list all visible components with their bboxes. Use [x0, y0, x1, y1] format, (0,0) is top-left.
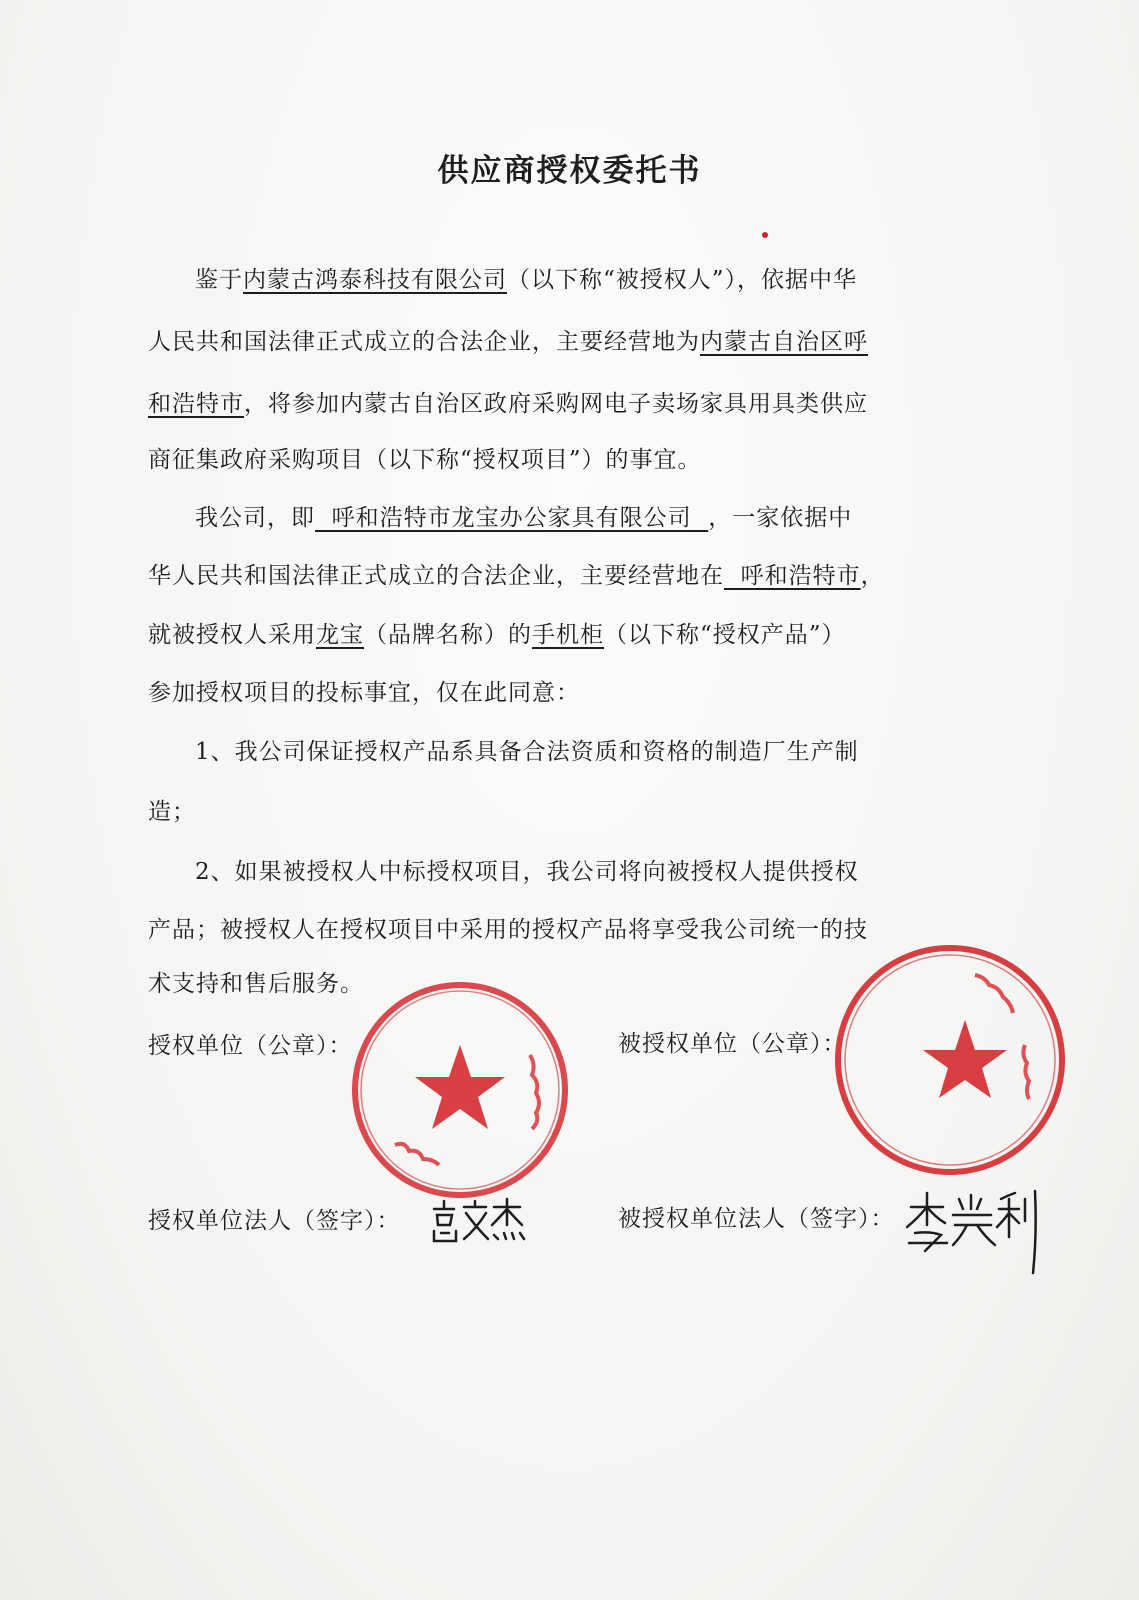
company-seal-left — [335, 975, 585, 1205]
business-location: 和浩特市 — [148, 391, 244, 417]
item1-line1: 1、我公司保证授权产品系具备合法资质和资格的制造厂生产制 — [195, 739, 859, 765]
company-seal-right — [825, 935, 1075, 1185]
para1-text: ，将参加内蒙古自治区政府采购网电子卖场家具用具类供应 — [244, 391, 868, 417]
para1-text: 人民共和国法律正式成立的合法企业，主要经营地为 — [148, 329, 700, 355]
para2-text: ，一家依据中 — [708, 505, 853, 531]
item2-line2: 产品；被授权人在授权项目中采用的授权产品将享受我公司统一的技 — [148, 917, 868, 943]
item2-line1: 2、如果被授权人中标授权项目，我公司将向被授权人提供授权 — [195, 859, 859, 885]
para2-text: （品牌名称）的 — [364, 622, 532, 648]
supplier-location: 呼和浩特市 — [724, 563, 861, 589]
para1-text: 鉴于 — [195, 267, 243, 293]
authorized-legal-person-label: 被授权单位法人（签字）： — [618, 1206, 895, 1232]
authorizer-signature — [428, 1195, 528, 1245]
document-title: 供应商授权委托书 — [437, 153, 702, 189]
para1-line1 — [195, 265, 995, 295]
authorized-seal-label: 被授权单位（公章）： — [618, 1031, 847, 1057]
para1-line3 — [148, 389, 948, 419]
para1-line2 — [148, 327, 948, 357]
para2-text: 华人民共和国法律正式成立的合法企业，主要经营地在 — [148, 563, 724, 589]
para2-line2 — [148, 561, 948, 591]
para2-line4: 参加授权项目的投标事宜，仅在此同意： — [148, 680, 580, 706]
para1-text: （以下称“被授权人”），依据中华 — [507, 267, 858, 293]
ink-dot — [762, 232, 768, 238]
para2-line1 — [195, 503, 995, 533]
authorizer-seal-label: 授权单位（公章）： — [148, 1033, 353, 1059]
authorized-company-name: 内蒙古鸿泰科技有限公司 — [243, 267, 507, 293]
authorized-signature — [903, 1185, 1043, 1280]
authorizer-legal-person-label: 授权单位法人（签字）： — [148, 1208, 401, 1234]
para2-text: 就被授权人采用 — [148, 622, 316, 648]
para2-text: （以下称“授权产品”） — [604, 622, 846, 648]
para2-line3 — [148, 620, 948, 650]
para2-text: 我公司，即 — [195, 505, 315, 531]
para2-text: ， — [860, 563, 885, 589]
para1-line4: 商征集政府采购项目（以下称“授权项目”）的事宜。 — [148, 447, 702, 473]
business-location: 内蒙古自治区呼 — [700, 329, 868, 355]
item1-line2: 造； — [148, 799, 196, 825]
brand-name: 龙宝 — [316, 622, 364, 648]
supplier-company-name: 呼和浩特市龙宝办公家具有限公司 — [315, 505, 709, 531]
item2-line3: 术支持和售后服务。 — [148, 971, 364, 997]
product-name: 手机柜 — [532, 622, 604, 648]
